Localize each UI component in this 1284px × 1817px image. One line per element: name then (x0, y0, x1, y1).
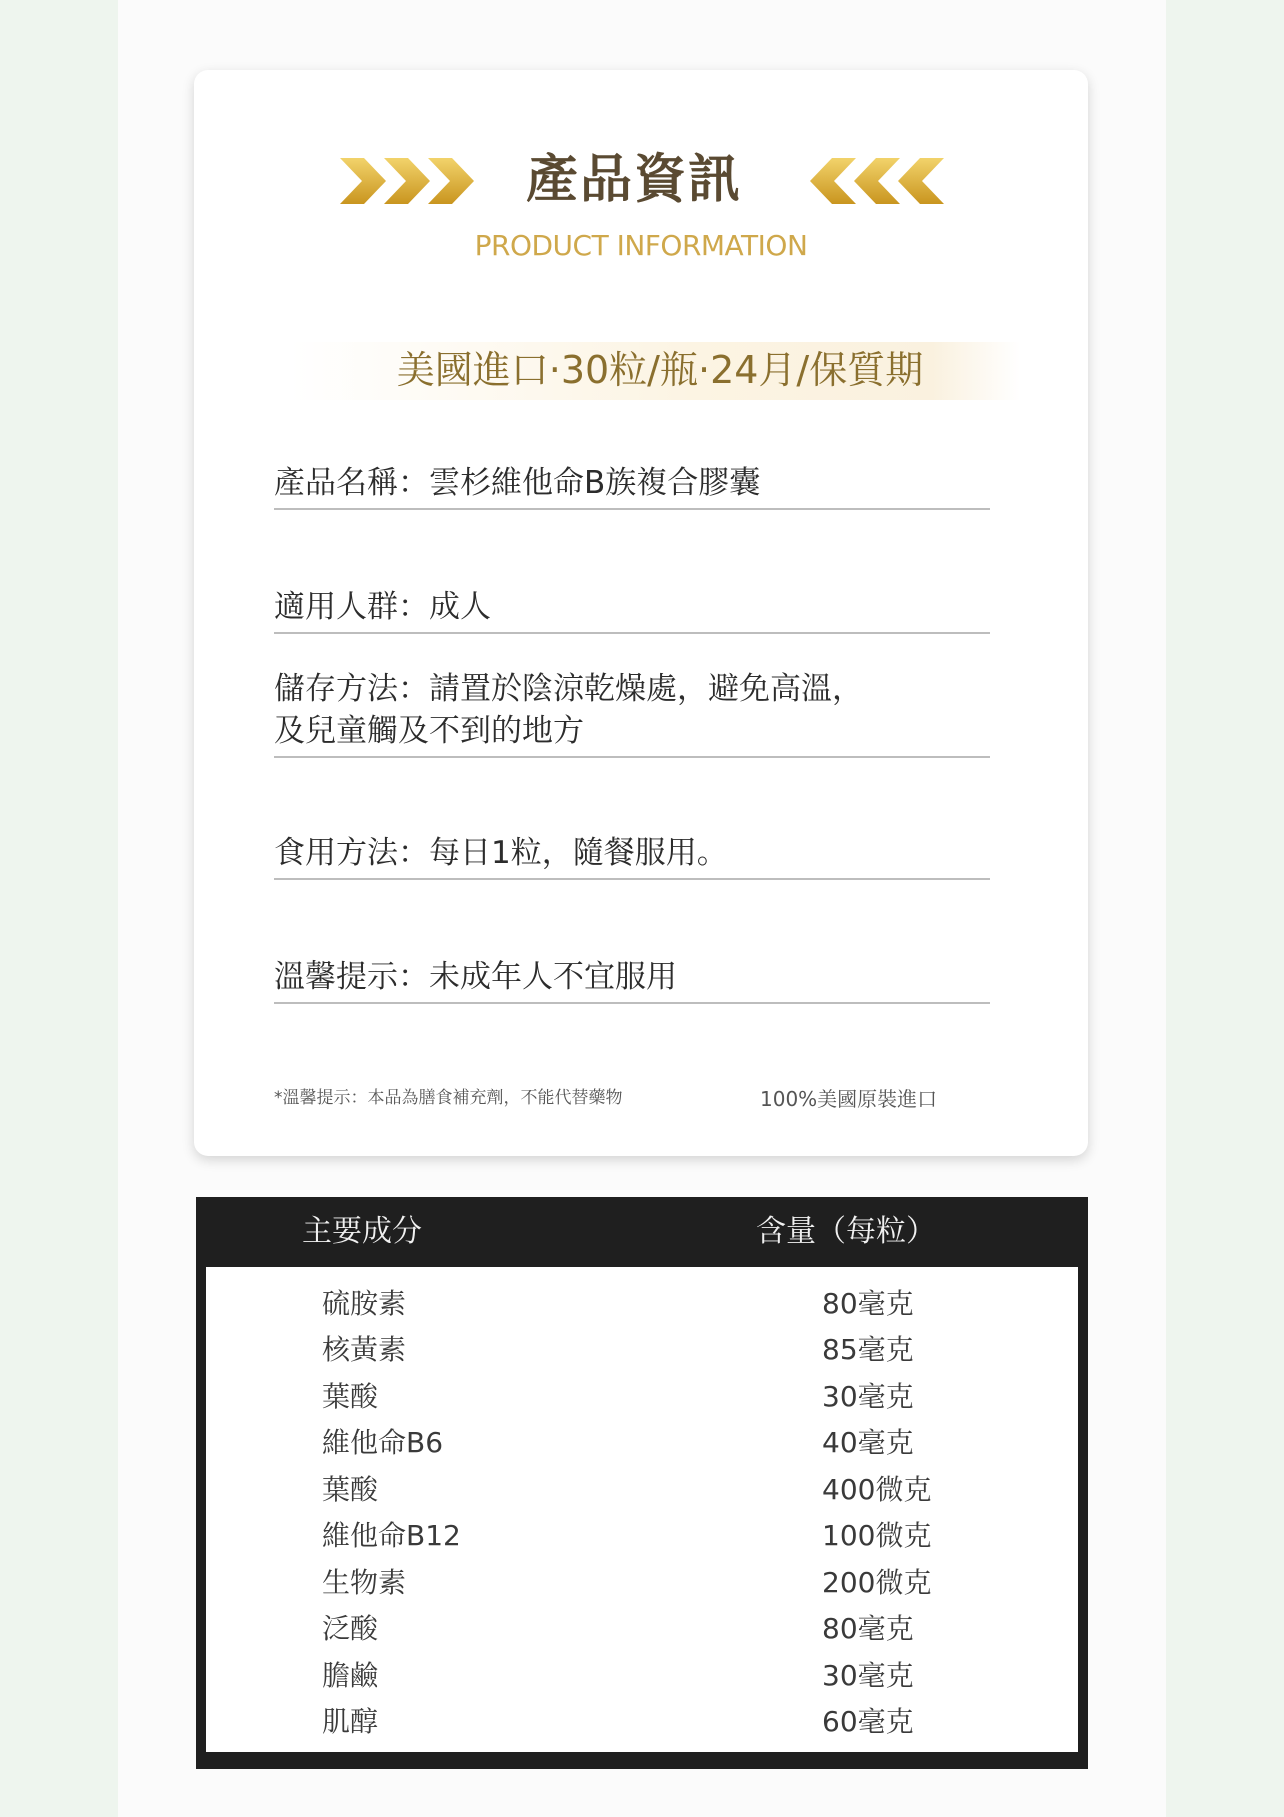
field-label: 溫馨提示： (274, 959, 429, 995)
table-row (206, 1467, 1078, 1513)
field-storage (274, 668, 990, 758)
page-subtitle-english: PRODUCT INFORMATION (474, 229, 808, 262)
table-row (206, 1513, 1078, 1559)
table-body (206, 1267, 1078, 1752)
ingredient-amount: 80毫克 (822, 1287, 914, 1320)
field-value: 雲杉維他命B族複合膠囊 (429, 465, 761, 501)
column-header-ingredient: 主要成分 (302, 1214, 422, 1249)
ingredient-name: 維他命B12 (322, 1519, 461, 1552)
field-label: 產品名稱： (274, 465, 429, 501)
field-target-group (274, 586, 990, 634)
heading-row (194, 142, 1088, 222)
product-info-card (194, 70, 1088, 1156)
field-value: 未成年人不宜服用 (429, 959, 677, 995)
ingredient-amount: 200微克 (822, 1566, 932, 1599)
table-row (206, 1699, 1078, 1745)
table-row (206, 1281, 1078, 1327)
table-row (206, 1606, 1078, 1652)
ingredient-amount: 40毫克 (822, 1426, 914, 1459)
field-label: 儲存方法： (274, 671, 429, 707)
ingredient-name: 葉酸 (322, 1380, 379, 1413)
field-value: 請置於陰涼乾燥處，避免高溫，及兒童觸及不到的地方 (274, 671, 863, 749)
ingredient-name: 泛酸 (322, 1612, 379, 1645)
ingredient-amount: 80毫克 (822, 1612, 914, 1645)
field-label: 適用人群： (274, 589, 429, 625)
field-value: 每日1粒，隨餐服用。 (429, 835, 728, 871)
table-row (206, 1327, 1078, 1373)
chevrons-left-icon (806, 154, 946, 208)
ingredient-name: 膽鹼 (322, 1659, 379, 1692)
disclaimer-note: *溫馨提示：本品為膳食補充劑，不能代替藥物 (274, 1088, 623, 1108)
ingredient-amount: 100微克 (822, 1519, 932, 1552)
field-label: 食用方法： (274, 835, 429, 871)
ingredient-name: 肌醇 (322, 1705, 379, 1738)
ingredient-name: 核黃素 (322, 1333, 407, 1366)
ingredient-amount: 30毫克 (822, 1659, 914, 1692)
field-value: 成人 (429, 589, 491, 625)
column-header-amount: 含量（每粒） (756, 1214, 936, 1249)
field-tip (274, 956, 990, 1004)
ingredient-name: 生物素 (322, 1566, 407, 1599)
ingredient-amount: 30毫克 (822, 1380, 914, 1413)
ingredient-amount: 60毫克 (822, 1705, 914, 1738)
import-note: 100%美國原裝進口 (760, 1087, 938, 1111)
ingredient-amount: 85毫克 (822, 1333, 914, 1366)
page-title: 產品資訊 (525, 150, 742, 210)
field-usage (274, 832, 990, 880)
ingredient-name: 葉酸 (322, 1473, 379, 1506)
ingredient-name: 維他命B6 (322, 1426, 444, 1459)
ingredients-table (196, 1197, 1088, 1769)
table-row (206, 1420, 1078, 1466)
ingredient-name: 硫胺素 (322, 1287, 407, 1320)
table-row (206, 1560, 1078, 1606)
product-summary: 美國進口·30粒/瓶·24月/保質期 (396, 348, 924, 392)
table-row (206, 1374, 1078, 1420)
ingredient-amount: 400微克 (822, 1473, 932, 1506)
table-row (206, 1653, 1078, 1699)
chevrons-right-icon (338, 154, 478, 208)
field-product-name (274, 462, 990, 510)
field-storage-text (274, 668, 874, 752)
